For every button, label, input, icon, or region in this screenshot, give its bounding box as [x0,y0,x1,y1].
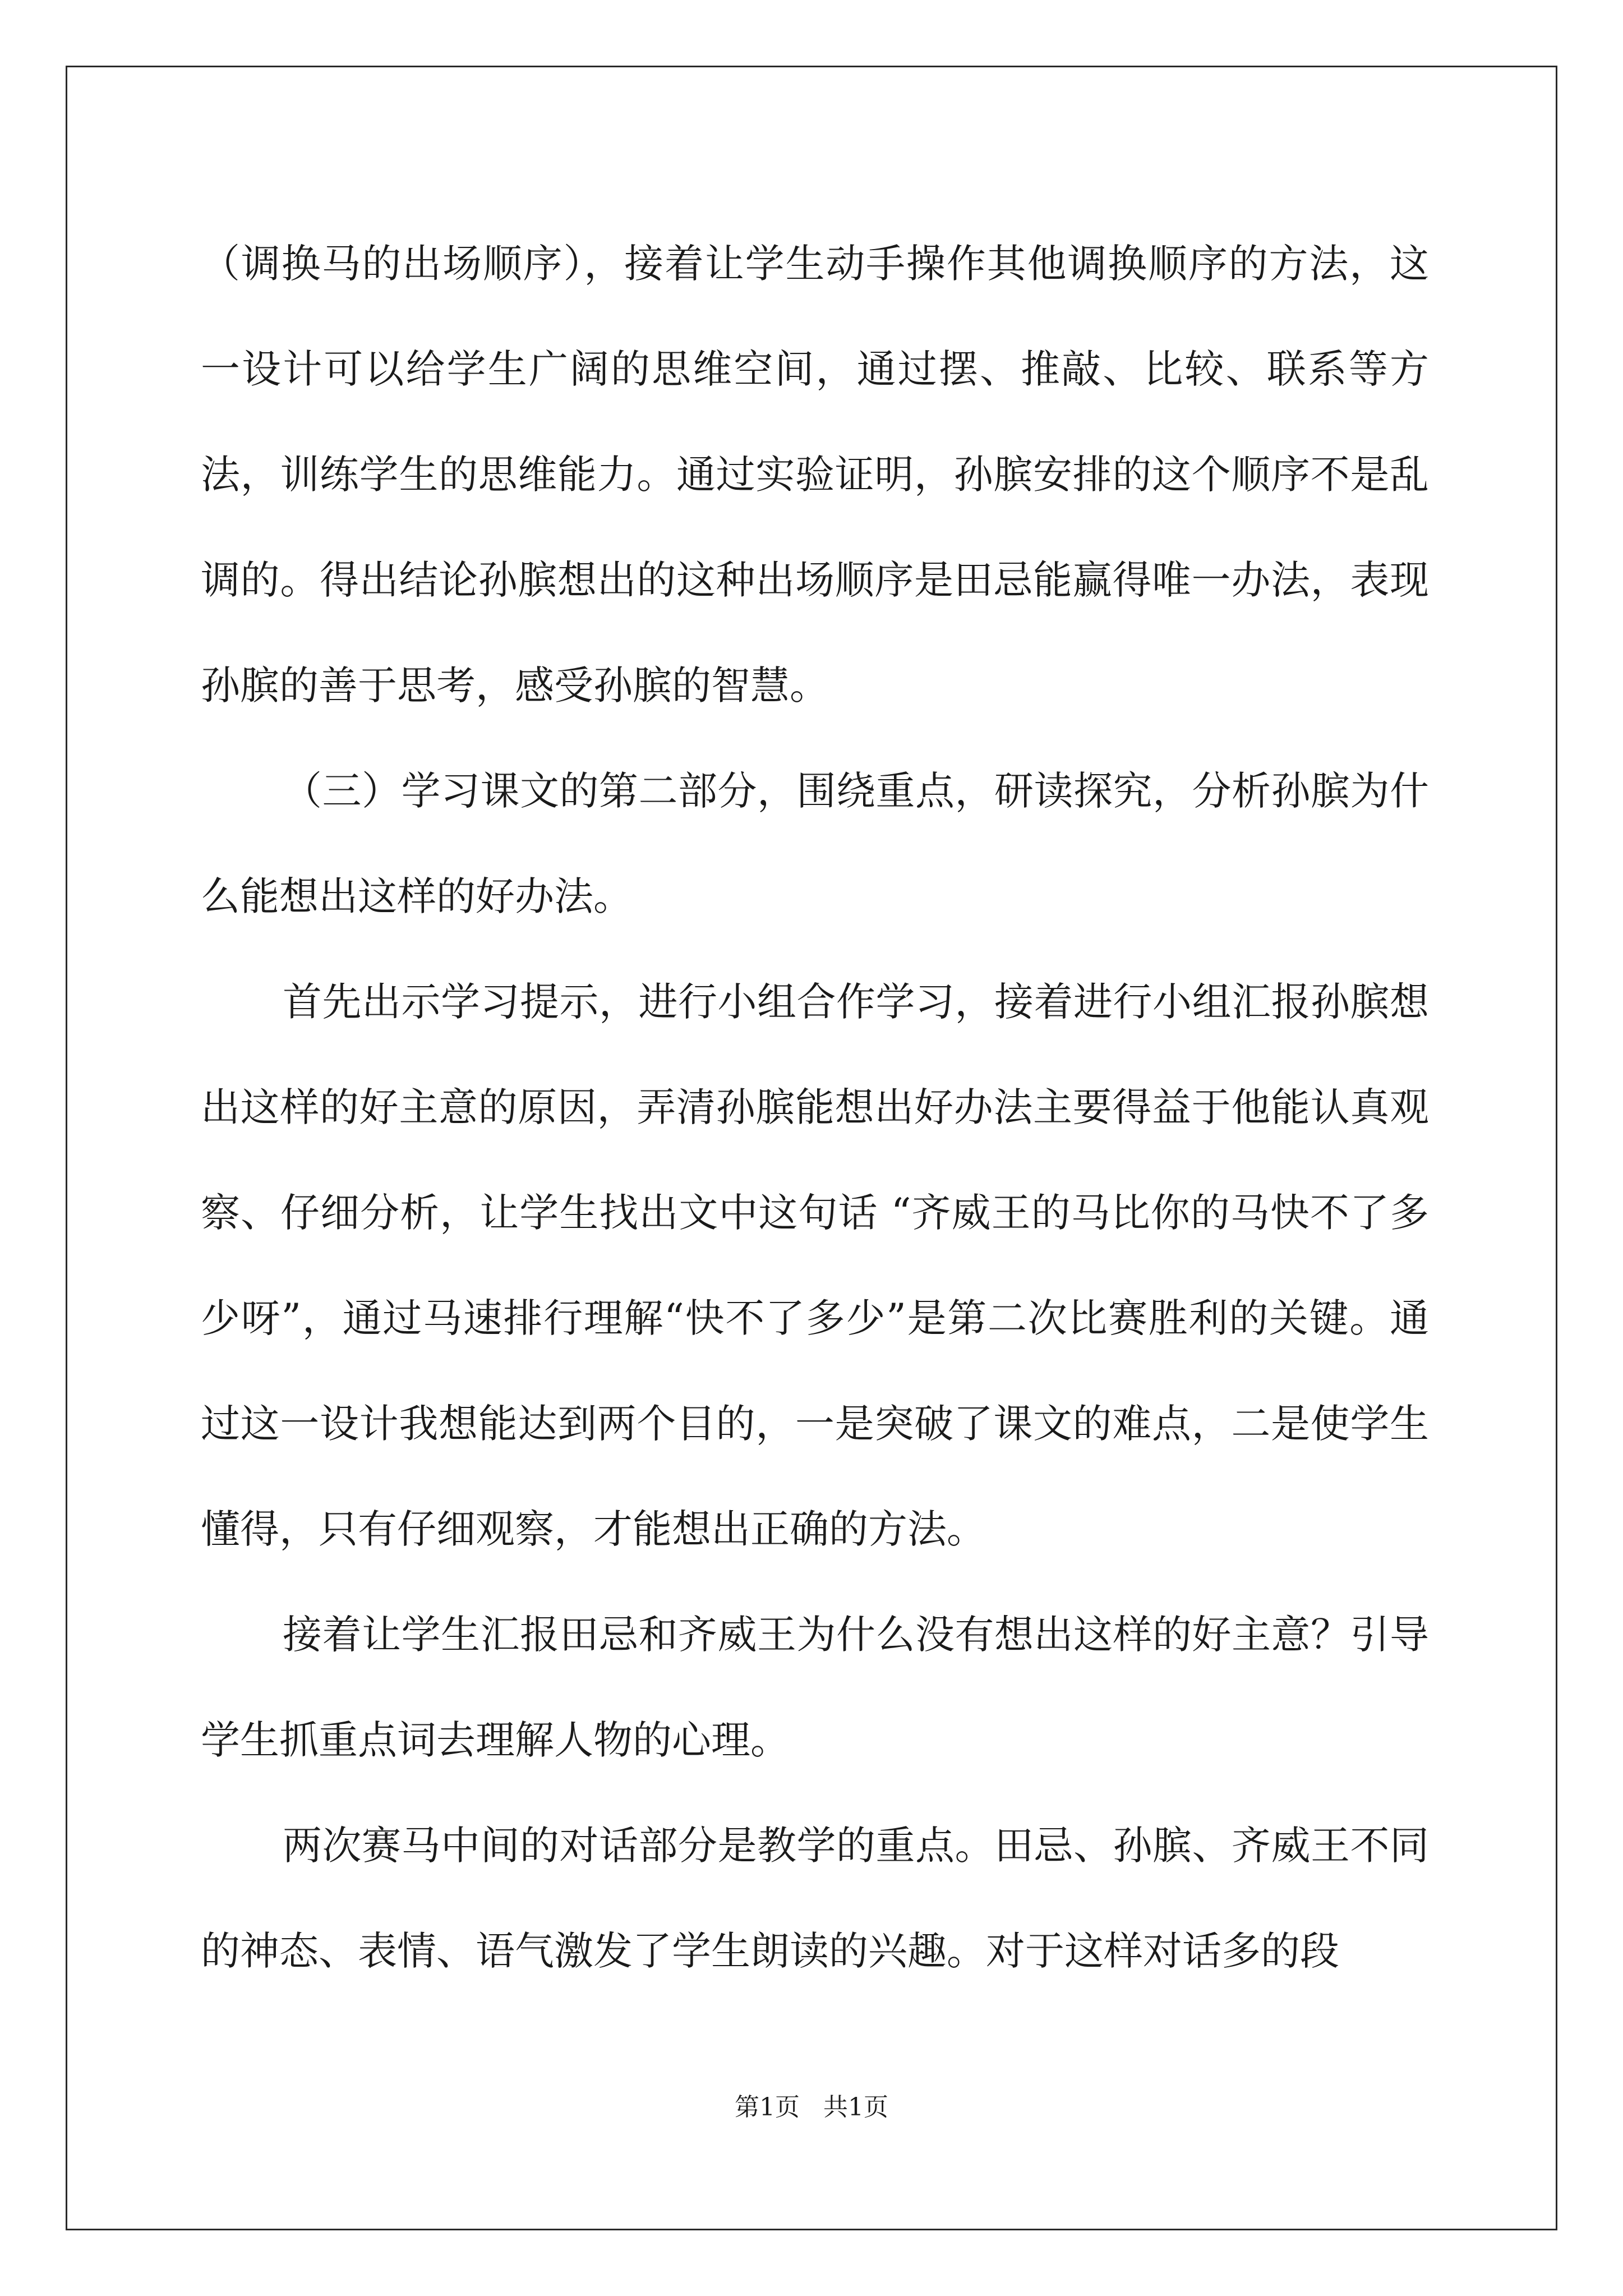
paragraph-2: （三）学习课文的第二部分，围绕重点，研读探究，分析孙膑为什么能想出这样的好办法。 [201,768,1429,919]
paragraph-1: （调换马的出场顺序），接着让学生动手操作其他调换顺序的方法，这一设计可以给学生广阔的思维空间，通过摆、推敲、比较、联系等方法，训练学生的思维能力。通过实验证明，孙膑安排的这个顺序不是乱调的。得出结论孙膑想出的这种出场顺序是田忌能赢得唯一办法，表现孙膑的善于思考，感受孙膑的智慧。 [201,241,1429,708]
page-number-footer: 第1页 共1页 [735,2093,888,2122]
document-body [201,211,1429,2004]
paragraph-4: 接着让学生汇报田忌和齐威王为什么没有想出这样的好主意？引导学生抓重点词去理解人物的心理。 [201,1612,1429,1763]
paragraph-3: 首先出示学习提示，进行小组合作学习，接着进行小组汇报孙膑想出这样的好主意的原因，弄清孙膑能想出好办法主要得益于他能认真观察、仔细分析，让学生找出文中这句话 “齐威王的马比你的马快不了多少呀”，通过马速排行理解“快不了多少”是第二次比赛胜利的关键。通过这一设计我想能达到两个目的，一是突破了课文的难点，二是使学生懂得，只有仔细观察，才能想出正确的方法。 [201,979,1429,1552]
paragraph-5: 两次赛马中间的对话部分是教学的重点。田忌、孙膑、齐威王不同的神态、表情、语气激发了学生朗读的兴趣。对于这样对话多的段 [201,1823,1429,1974]
